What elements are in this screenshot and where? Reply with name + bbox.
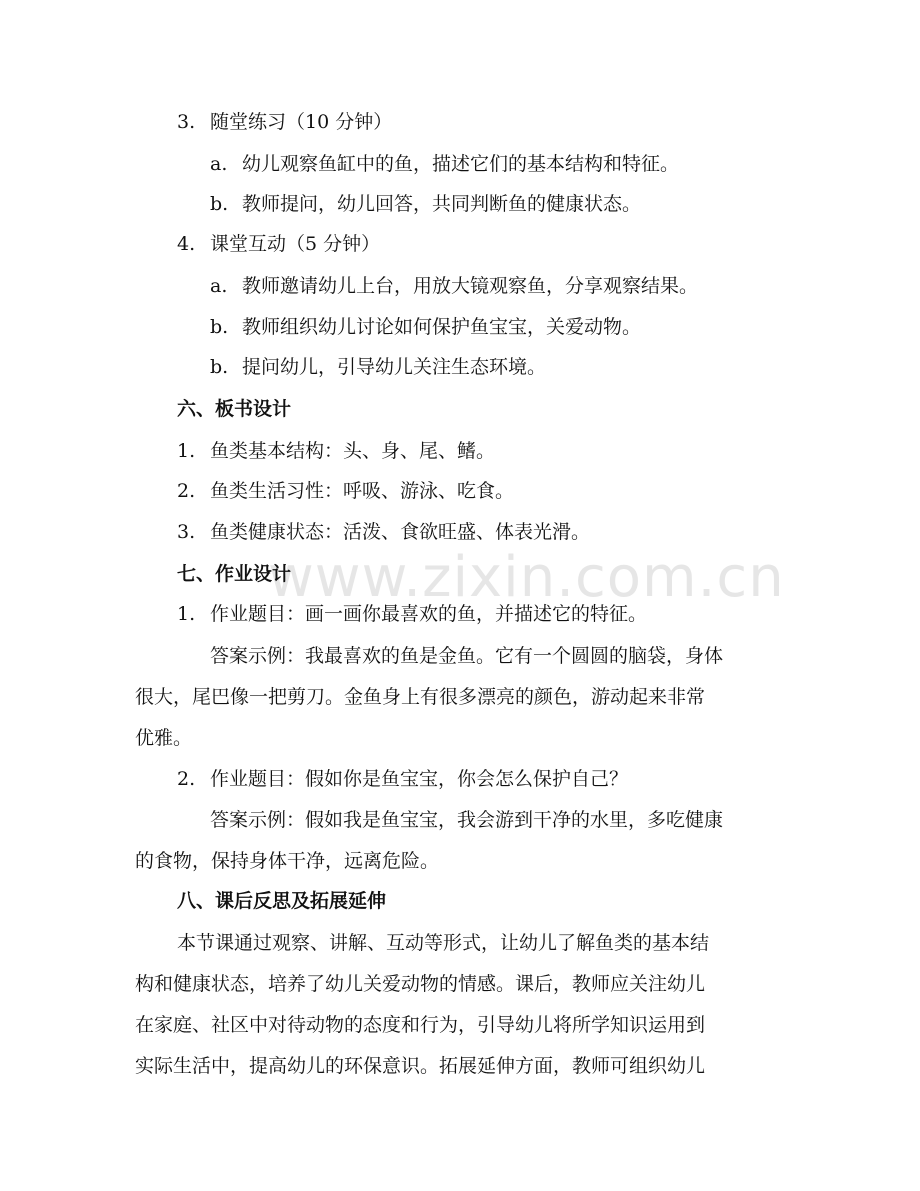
paragraph-line	[0, 641, 920, 671]
paragraph-line	[0, 682, 920, 712]
paragraph-text: 实际生活中，提高幼儿的环保意识。拓展延伸方面，教师可组织幼儿	[135, 1055, 706, 1077]
item-text: 随堂练习（10 分钟）	[210, 111, 393, 133]
list-item	[0, 271, 920, 301]
paragraph-line	[0, 723, 920, 753]
list-item	[0, 312, 920, 342]
item-text: 幼儿观察鱼缸中的鱼，描述它们的基本结构和特征。	[242, 153, 680, 175]
item-number: 3.	[177, 111, 196, 133]
item-number: a.	[210, 153, 228, 175]
list-item	[0, 107, 920, 137]
item-number: b.	[210, 356, 229, 378]
item-text: 教师邀请幼儿上台，用放大镜观察鱼，分享观察结果。	[242, 275, 699, 297]
item-number: 1.	[177, 440, 196, 462]
list-item	[0, 189, 920, 219]
paragraph-line	[0, 969, 920, 999]
heading-text: 八、课后反思及拓展延伸	[177, 890, 387, 912]
item-number: 2.	[177, 768, 196, 790]
list-item	[0, 436, 920, 466]
paragraph-text: 在家庭、社区中对待动物的态度和行为，引导幼儿将所学知识运用到	[135, 1014, 706, 1036]
paragraph-text: 优雅。	[135, 727, 193, 749]
list-item	[0, 352, 920, 382]
section-heading	[0, 559, 920, 589]
item-text: 作业题目：画一画你最喜欢的鱼，并描述它的特征。	[210, 603, 648, 625]
paragraph-text: 答案示例：假如我是鱼宝宝，我会游到干净的水里，多吃健康	[210, 809, 724, 831]
item-text: 鱼类健康状态：活泼、食欲旺盛、体表光滑。	[210, 521, 591, 543]
paragraph-text: 的食物，保持身体干净，远离危险。	[135, 850, 440, 872]
item-number: 3.	[177, 521, 196, 543]
item-text: 鱼类基本结构：头、身、尾、鳍。	[210, 440, 496, 462]
list-item	[0, 149, 920, 179]
heading-text: 六、板书设计	[177, 398, 292, 420]
item-number: 1.	[177, 603, 196, 625]
item-text: 提问幼儿，引导幼儿关注生态环境。	[242, 356, 547, 378]
list-item	[0, 229, 920, 259]
watermark: www.zixin.com.cn	[268, 545, 785, 610]
section-heading	[0, 886, 920, 916]
paragraph-line	[0, 928, 920, 958]
item-number: b.	[210, 316, 229, 338]
paragraph-line	[0, 1051, 920, 1081]
paragraph-line	[0, 846, 920, 876]
paragraph-text: 答案示例：我最喜欢的鱼是金鱼。它有一个圆圆的脑袋，身体	[210, 645, 724, 667]
paragraph-text: 本节课通过观察、讲解、互动等形式，让幼儿了解鱼类的基本结	[177, 932, 710, 954]
paragraph-text: 很大，尾巴像一把剪刀。金鱼身上有很多漂亮的颜色，游动起来非常	[135, 686, 706, 708]
item-text: 课堂互动（5 分钟）	[210, 233, 381, 255]
paragraph-line	[0, 1010, 920, 1040]
item-text: 鱼类生活习性：呼吸、游泳、吃食。	[210, 480, 515, 502]
item-number: b.	[210, 193, 229, 215]
paragraph-text: 构和健康状态，培养了幼儿关爱动物的情感。课后，教师应关注幼儿	[135, 973, 706, 995]
list-item	[0, 517, 920, 547]
section-heading	[0, 394, 920, 424]
item-number: 2.	[177, 480, 196, 502]
list-item	[0, 599, 920, 629]
paragraph-line	[0, 805, 920, 835]
item-number: 4.	[177, 233, 196, 255]
item-text: 教师提问，幼儿回答，共同判断鱼的健康状态。	[242, 193, 642, 215]
item-text: 作业题目：假如你是鱼宝宝，你会怎么保护自己？	[210, 768, 629, 790]
list-item	[0, 764, 920, 794]
list-item	[0, 476, 920, 506]
heading-text: 七、作业设计	[177, 563, 292, 585]
item-number: a.	[210, 275, 228, 297]
item-text: 教师组织幼儿讨论如何保护鱼宝宝，关爱动物。	[242, 316, 642, 338]
